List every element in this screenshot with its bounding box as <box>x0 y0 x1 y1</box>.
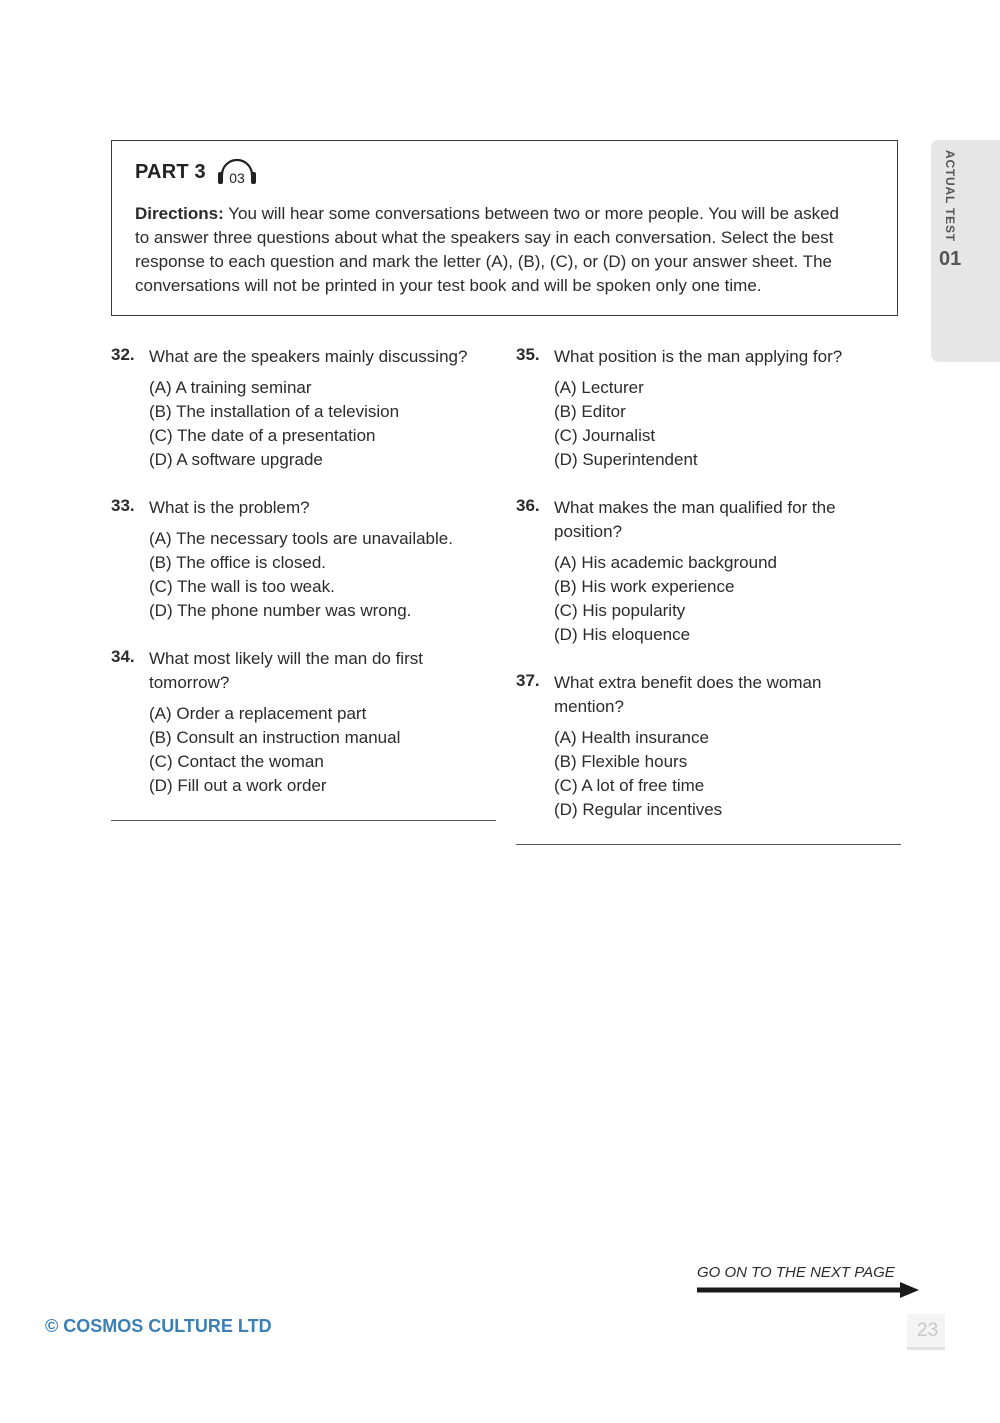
track-number: 03 <box>229 170 245 186</box>
question-34 <box>111 647 491 802</box>
question-35 <box>516 345 896 475</box>
question-line: What most likely will the man do first <box>149 649 423 668</box>
option-c: (C) The date of a presentation <box>149 426 376 445</box>
question-line: What makes the man qualified for the <box>554 498 836 517</box>
question-line: What extra benefit does the woman <box>554 673 822 692</box>
part-title: PART 3 <box>135 160 206 183</box>
options-list <box>149 527 453 623</box>
option-d: (D) Regular incentives <box>554 800 723 819</box>
option-b: (B) The installation of a television <box>149 402 400 421</box>
options-list <box>149 376 399 472</box>
side-tab-label: ACTUAL TEST <box>943 150 957 242</box>
option-c: (C) A lot of free time <box>554 776 705 795</box>
question-text <box>554 496 836 544</box>
question-text <box>149 345 467 369</box>
question-number: 33. <box>111 496 135 515</box>
copyright-notice: © COSMOS CULTURE LTD <box>45 1316 272 1336</box>
options-list <box>554 726 722 822</box>
question-37 <box>516 671 896 826</box>
directions-text <box>135 202 883 298</box>
question-line: mention? <box>554 697 624 716</box>
option-a: (A) His academic background <box>554 553 777 572</box>
option-d: (D) The phone number was wrong. <box>149 601 412 620</box>
question-line: position? <box>554 522 623 541</box>
directions-line: to answer three questions about what the speakers say in each conversation. Select the best <box>135 228 834 247</box>
right-arrow-icon <box>697 1282 919 1298</box>
option-a: (A) A training seminar <box>149 378 312 397</box>
directions-line: You will hear some conversations between two or more people. You will be asked <box>223 204 840 223</box>
page-number: 23 <box>917 1320 939 1341</box>
question-line: What position is the man applying for? <box>554 347 843 366</box>
option-a: (A) Lecturer <box>554 378 644 397</box>
question-text <box>554 671 821 719</box>
question-32 <box>111 345 491 475</box>
part-header <box>135 155 258 189</box>
option-b: (B) Consult an instruction manual <box>149 728 401 747</box>
next-page-label: GO ON TO THE NEXT PAGE <box>697 1264 895 1281</box>
question-33 <box>111 496 491 626</box>
question-36 <box>516 496 896 651</box>
left-column-divider <box>111 820 496 821</box>
directions-line: response to each question and mark the letter (A), (B), (C), or (D) on your answer sheet. The <box>135 252 832 271</box>
option-d: (D) Superintendent <box>554 450 698 469</box>
option-b: (B) His work experience <box>554 577 735 596</box>
options-list <box>149 702 400 798</box>
option-a: (A) Health insurance <box>554 728 709 747</box>
question-text <box>149 647 423 695</box>
option-d: (D) A software upgrade <box>149 450 323 469</box>
option-c: (C) His popularity <box>554 601 686 620</box>
option-a: (A) Order a replacement part <box>149 704 367 723</box>
question-line: tomorrow? <box>149 673 230 692</box>
option-d: (D) Fill out a work order <box>149 776 327 795</box>
question-number: 34. <box>111 647 135 666</box>
options-list <box>554 376 698 472</box>
question-number: 37. <box>516 671 540 690</box>
question-text <box>554 345 842 369</box>
question-line: What are the speakers mainly discussing? <box>149 347 468 366</box>
question-number: 36. <box>516 496 540 515</box>
option-b: (B) Flexible hours <box>554 752 688 771</box>
side-tab-number: 01 <box>939 248 962 270</box>
option-d: (D) His eloquence <box>554 625 691 644</box>
directions-box <box>111 140 898 316</box>
option-a: (A) The necessary tools are unavailable. <box>149 529 453 548</box>
option-c: (C) Journalist <box>554 426 656 445</box>
option-b: (B) The office is closed. <box>149 553 327 572</box>
question-number: 35. <box>516 345 540 364</box>
options-list <box>554 551 777 647</box>
question-line: What is the problem? <box>149 498 310 517</box>
question-number: 32. <box>111 345 135 364</box>
option-b: (B) Editor <box>554 402 626 421</box>
directions-line: conversations will not be printed in your test book and will be spoken only one time. <box>135 276 762 295</box>
headphone-icon <box>216 155 258 189</box>
question-text <box>149 496 310 520</box>
directions-label: Directions: <box>135 204 224 223</box>
right-column-divider <box>516 844 901 845</box>
option-c: (C) Contact the woman <box>149 752 324 771</box>
option-c: (C) The wall is too weak. <box>149 577 335 596</box>
